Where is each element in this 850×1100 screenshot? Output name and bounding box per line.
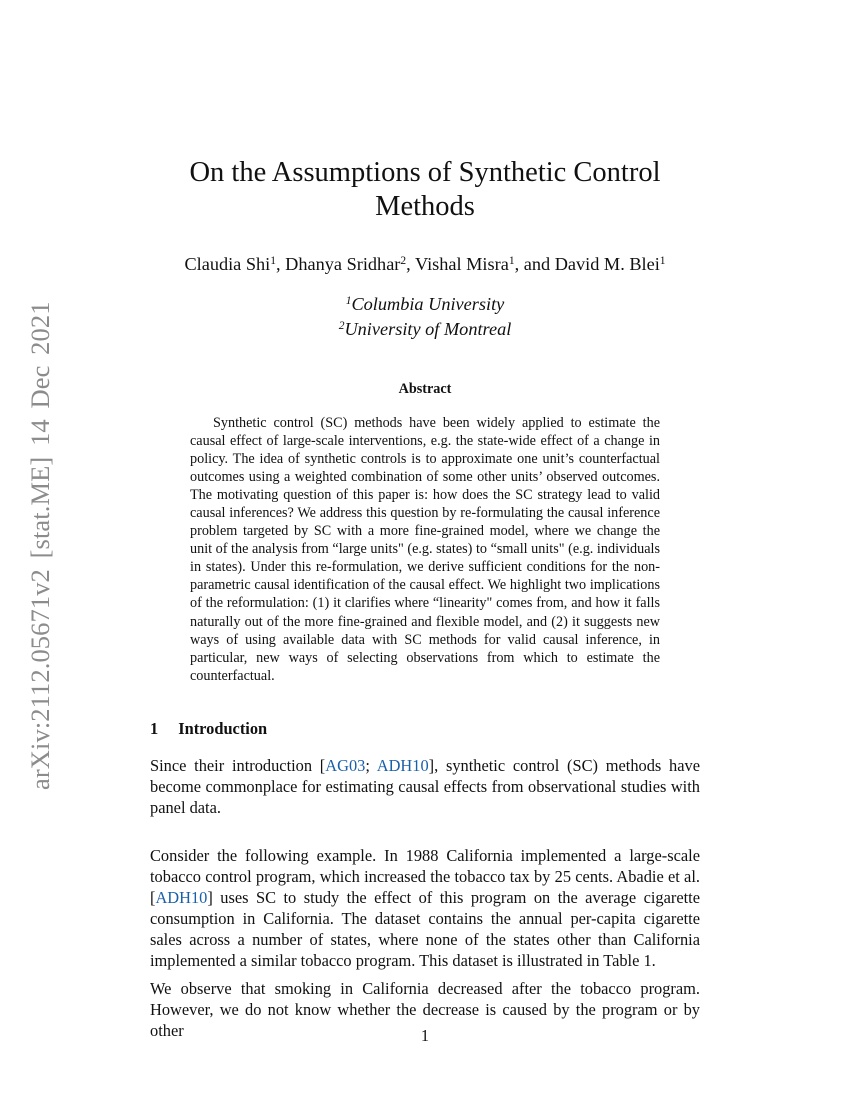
paper-title: On the Assumptions of Synthetic Control Methods	[189, 157, 661, 222]
author-affiliation-mark: 1	[270, 255, 277, 267]
citation-link-ag03[interactable]: AG03	[325, 756, 366, 775]
abstract-text: Synthetic control (SC) methods have been widely applied to estimate the causal effect of large-scale interventions, e.g. the state-wide effect of a change in policy. The idea of synthetic controls is to approximate one unit’s counterfactual outcomes using a weighted combination of some other units’ observed outcomes. The motivating question of this paper is: how does the SC strategy lead to valid causal inferences? We address this question by re-formulating the causal inference problem targeted by SC with a more fine-grained model, where we change the unit of the analysis from “large units" (e.g. states) to “small units" (e.g. individuals in states). Under this re-formulation, we derive sufficient conditions for the non-parametric causal identification of the causal effect. We highlight two implications of the reformulation: (1) it clarifies where “linearity" comes from, and how it falls naturally out of the more fine-grained and flexible model, and (2) it suggests new ways of using available data with SC methods for valid causal inference, in particular, new ways of selecting observations from which to estimate the counterfactual.	[190, 415, 660, 684]
author-name: Dhanya Sridhar	[285, 254, 401, 274]
intro-paragraph-3: We observe that smoking in California decreased after the tobacco program. However, we do not know whether the decrease is caused by the program or by other	[150, 979, 700, 1040]
section-heading-introduction	[150, 719, 267, 739]
citation-link-adh10[interactable]: ADH10	[155, 887, 208, 907]
author-name: Vishal Misra	[414, 254, 509, 274]
author-affiliation-mark: 1	[508, 255, 515, 267]
author-name: David M. Blei	[554, 254, 660, 274]
affiliation-columbia: $^1$Columbia University	[345, 294, 505, 314]
affiliation-montreal: $^2$University of Montreal	[338, 319, 512, 339]
section-title: Introduction	[178, 719, 268, 738]
section-number: 1	[150, 719, 159, 738]
author-affiliation-mark: 1	[659, 255, 666, 267]
author-affiliation-mark: 2	[400, 255, 407, 267]
author-name: Claudia Shi	[184, 254, 271, 274]
intro-paragraph-1: Since their introduction [AG03; ADH10], synthetic control (SC) methods have become commonplace for estimating causal effects from observational studies with panel data.	[150, 756, 700, 817]
intro-paragraph-2: Consider the following example. In 1988 California implemented a large-scale tobacco control program, which increased the tobacco tax by 25 cents. Abadie et al. [ADH10] uses SC to study the effect of this program on the average cigarette consumption in California. The dataset contains the annual per-capita cigarette sales across a number of states, where none of the states other than California implemented a similar tobacco program. This dataset is illustrated in Table 1.	[150, 846, 700, 970]
citation-link-adh10[interactable]: ADH10	[376, 756, 429, 775]
abstract-heading: Abstract	[398, 381, 452, 397]
arxiv-identifier-stamp: arXiv:2112.05671v2 [stat.ME] 14 Dec 2021	[25, 301, 55, 790]
page-number: 1	[420, 1026, 430, 1045]
author-list: Claudia Shi$^1$, Dhanya Sridhar$^2$, Vishal Misra$^1$, and David M. Blei$^1$	[184, 254, 666, 274]
